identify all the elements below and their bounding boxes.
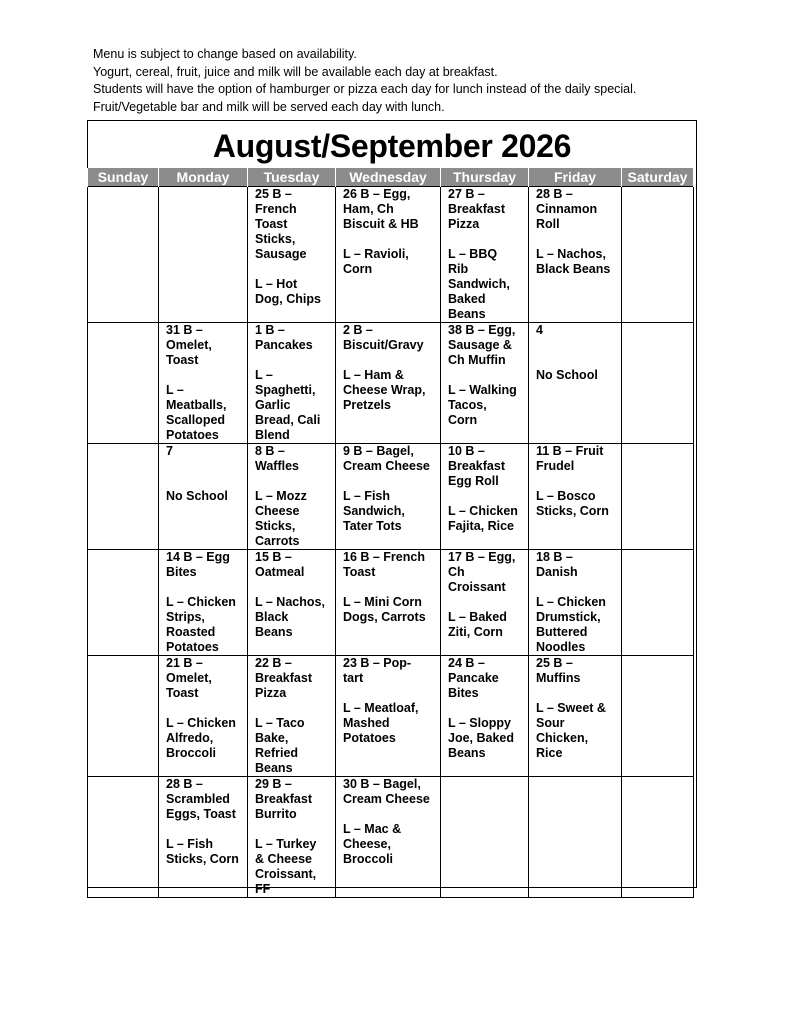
week-row [88, 444, 694, 550]
day-header-monday: Monday [159, 168, 248, 187]
day-header-thursday: Thursday [441, 168, 529, 187]
menu-calendar [87, 168, 694, 898]
day-cell [622, 656, 694, 777]
day-cell [441, 444, 529, 550]
week-row [88, 323, 694, 444]
calendar-title: August/September 2026 [212, 128, 572, 164]
day-cell-text: 7 No School [166, 444, 228, 503]
day-cell-text: 22 B – Breakfast Pizza L – Taco Bake, Refried Beans [255, 656, 312, 775]
day-cell [88, 323, 159, 444]
day-cell [622, 187, 694, 323]
day-cell [441, 187, 529, 323]
day-cell [622, 323, 694, 444]
note-line: Fruit/Vegetable bar and milk will be served each day with lunch. [93, 99, 445, 114]
day-header-saturday: Saturday [622, 168, 694, 187]
day-cell [88, 444, 159, 550]
day-cell-text: 16 B – French Toast L – Mini Corn Dogs, Carrots [343, 550, 426, 624]
day-header-friday: Friday [529, 168, 622, 187]
day-cell [529, 550, 622, 656]
day-cell-text: 15 B – Oatmeal L – Nachos, Black Beans [255, 550, 325, 639]
day-cell-text: 24 B – Pancake Bites L – Sloppy Joe, Baked Beans [448, 656, 515, 760]
day-header-sunday: Sunday [88, 168, 159, 187]
day-cell [248, 323, 336, 444]
day-cell [441, 656, 529, 777]
day-cell [248, 656, 336, 777]
day-header-row [88, 168, 694, 187]
day-cell [159, 777, 248, 898]
day-cell [622, 777, 694, 898]
day-cell [529, 656, 622, 777]
note-line: Yogurt, cereal, fruit, juice and milk will be available each day at breakfast. [93, 64, 498, 79]
day-cell-text: 30 B – Bagel, Cream Cheese L – Mac & Cheese, Broccoli [343, 777, 430, 866]
day-cell-text: 2 B – Biscuit/Gravy L – Ham & Cheese Wrap, Pretzels [343, 323, 426, 412]
day-cell [529, 444, 622, 550]
day-cell [159, 444, 248, 550]
day-cell [248, 777, 336, 898]
menu-notes [93, 46, 636, 116]
day-cell-text: 4 No School [536, 323, 598, 382]
week-row [88, 187, 694, 323]
day-cell-text: 25 B – Muffins L – Sweet & Sour Chicken, Rice [536, 656, 606, 760]
day-cell [159, 187, 248, 323]
day-header-tuesday: Tuesday [248, 168, 336, 187]
day-cell [159, 550, 248, 656]
day-cell [441, 323, 529, 444]
day-cell [336, 777, 441, 898]
day-cell-text: 10 B – Breakfast Egg Roll L – Chicken Fajita, Rice [448, 444, 518, 533]
day-cell [88, 187, 159, 323]
day-cell [159, 323, 248, 444]
day-cell [88, 550, 159, 656]
day-cell [529, 777, 622, 898]
day-cell-text: 18 B – Danish L – Chicken Drumstick, Buttered Noodles [536, 550, 606, 654]
day-header-wednesday: Wednesday [336, 168, 441, 187]
day-cell-text: 1 B – Pancakes L – Spaghetti, Garlic Bread, Cali Blend [255, 323, 321, 442]
day-cell-text: 28 B – Scrambled Eggs, Toast L – Fish Sticks, Corn [166, 777, 239, 866]
day-cell-text: 29 B – Breakfast Burrito L – Turkey & Cheese Croissant, FF [255, 777, 317, 896]
day-cell-text: 8 B – Waffles L – Mozz Cheese Sticks, Carrots [255, 444, 307, 548]
day-cell-text: 26 B – Egg, Ham, Ch Biscuit & HB L – Ravioli, Corn [343, 187, 419, 276]
day-cell [88, 777, 159, 898]
day-cell [441, 550, 529, 656]
day-cell-text: 9 B – Bagel, Cream Cheese L – Fish Sandwich, Tater Tots [343, 444, 430, 533]
day-cell-text: 14 B – Egg Bites L – Chicken Strips, Roasted Potatoes [166, 550, 236, 654]
day-cell [529, 187, 622, 323]
day-cell-text: 21 B – Omelet, Toast L – Chicken Alfredo, Broccoli [166, 656, 236, 760]
day-cell [336, 550, 441, 656]
day-cell [248, 444, 336, 550]
day-cell [248, 550, 336, 656]
day-cell [529, 323, 622, 444]
day-cell-text: 23 B – Pop- tart L – Meatloaf, Mashed Potatoes [343, 656, 419, 745]
day-cell [336, 444, 441, 550]
day-cell [441, 777, 529, 898]
day-cell-text: 31 B – Omelet, Toast L – Meatballs, Scalloped Potatoes [166, 323, 227, 442]
week-row [88, 777, 694, 898]
day-cell [336, 187, 441, 323]
note-line: Menu is subject to change based on availability. [93, 47, 357, 61]
week-row [88, 550, 694, 656]
day-cell [622, 550, 694, 656]
note-line: Students will have the option of hamburger or pizza each day for lunch instead of the daily special. [93, 82, 637, 96]
day-cell-text: 25 B – French Toast Sticks, Sausage L – Hot Dog, Chips [255, 187, 321, 306]
calendar-frame [87, 120, 697, 896]
day-cell-text: 27 B – Breakfast Pizza L – BBQ Rib Sandwich, Baked Beans [448, 187, 510, 321]
week-row [88, 656, 694, 777]
day-cell [159, 656, 248, 777]
day-cell-text: 38 B – Egg, Sausage & Ch Muffin L – Walking Tacos, Corn [448, 323, 517, 427]
day-cell [88, 656, 159, 777]
day-cell [336, 656, 441, 777]
day-cell-text: 17 B – Egg, Ch Croissant L – Baked Ziti, Corn [448, 550, 516, 639]
day-cell [336, 323, 441, 444]
day-cell [622, 444, 694, 550]
day-cell [248, 187, 336, 323]
day-cell-text: 28 B – Cinnamon Roll L – Nachos, Black Beans [536, 187, 611, 276]
day-cell-text: 11 B – Fruit Frudel L – Bosco Sticks, Corn [536, 444, 609, 518]
